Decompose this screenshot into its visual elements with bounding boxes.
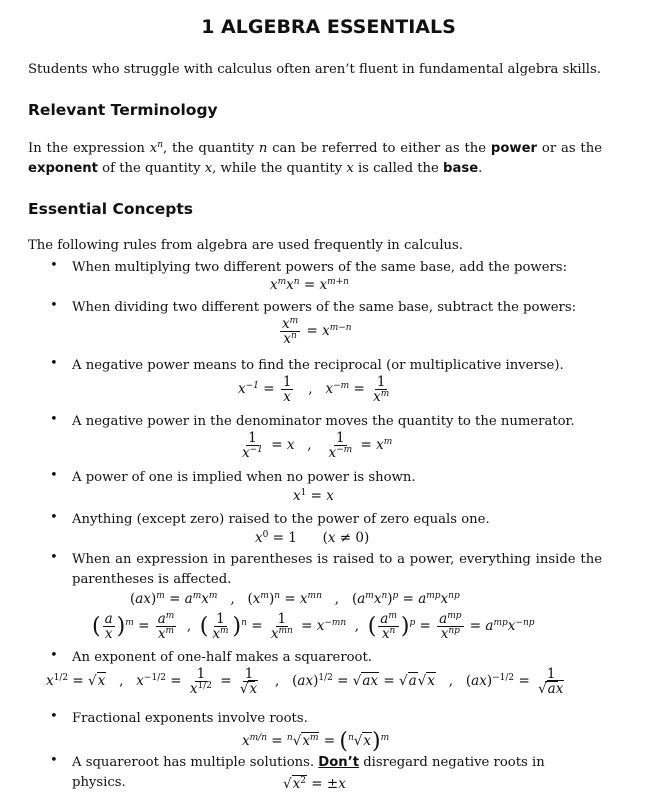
emphasis-dont: Don’t bbox=[318, 755, 360, 770]
term-power: power bbox=[490, 141, 538, 156]
formula-product-rule: $x^mx^n = x^{m+n}$ bbox=[270, 277, 349, 293]
intro-paragraph: Students who struggle with calculus often aren’t fluent in fundamental algebra skills. bbox=[28, 62, 601, 77]
bullet-glyph: • bbox=[50, 510, 58, 525]
bullet-glyph: • bbox=[50, 709, 58, 724]
formula-parentheses-row2: ( $\frac{a}{x}$ )$^m$ = $\frac{a^m}{x^m}$ , ( $\frac{1}{x^m}$ )$^n$ = $\frac{1}{x^{mn}}$ = $x^{-mn}$ , ( $\frac{a^m}{x^n}$ )$^p$ = $\frac{a^{mp}}{x^{np}}$ = $a^{mp}x^{-np}$ bbox=[92, 611, 535, 642]
bullet-glyph: • bbox=[50, 298, 58, 313]
formula-parentheses-row1: $(ax)^m = a^mx^m$ , $(x^m)^n = x^{mn}$ , $(a^mx^n)^p = a^{mp}x^{np}$ bbox=[130, 591, 460, 607]
formula-quotient-rule: $\frac{x^m}{x^n}$ = $x^{m-n}$ bbox=[282, 316, 352, 347]
formula-power-zero: $x^0 = 1$ (x ≠ 0) bbox=[255, 530, 370, 546]
bullet-text-parentheses: When an expression in parentheses is raised to a power, everything inside the parentheses is affected. bbox=[72, 552, 602, 587]
terminology-paragraph: In the expression $x^n$, the quantity n can be referred to either as the power or as the exponent of the quantity x, while the quantity x is called the base. bbox=[28, 140, 603, 176]
bullet-glyph: • bbox=[50, 356, 58, 371]
bullet-text-multiply: When multiplying two different powers of the same base, add the powers: bbox=[72, 260, 568, 275]
section-heading-concepts: Essential Concepts bbox=[28, 200, 193, 218]
formula-negative-power: $x^{-1}$ = $\frac{1}{x}$ , $x^{-m}$ = $\frac{1}{x^m}$ bbox=[238, 374, 390, 405]
page-title: 1 ALGEBRA ESSENTIALS bbox=[201, 16, 456, 38]
formula-squareroot: $√x^2 = \pm x$ bbox=[283, 776, 346, 792]
bullet-glyph: • bbox=[50, 753, 58, 768]
bullet-glyph: • bbox=[50, 550, 58, 565]
formula-one-half: $x^{1/2} = √x$ , $x^{-1/2}$ = $\frac{1}{x^{1/2}}$ = $\frac{1}{√x}$ , (ax)$^{1/2}$ = √ax = √a√x , (ax)$^{-1/2}$ = $\frac{1}{√ax}$ bbox=[46, 666, 564, 697]
bullet-text-divide: When dividing two different powers of the same base, subtract the powers: bbox=[72, 300, 577, 315]
bullet-text-negative-denominator: A negative power in the denominator moves the quantity to the numerator. bbox=[72, 414, 575, 429]
formula-negative-denominator: $\frac{1}{x^{-1}}$ = x , $\frac{1}{x^{-m}}$ = $x^m$ bbox=[242, 430, 393, 461]
bullet-glyph: • bbox=[50, 258, 58, 273]
concepts-intro: The following rules from algebra are used frequently in calculus. bbox=[28, 238, 464, 253]
formula-fractional: $x^{m/n} = ^n√x^m = (^n√x)^m$ bbox=[242, 729, 390, 754]
bullet-text-power-one: A power of one is implied when no power is shown. bbox=[72, 470, 416, 485]
bullet-text-squareroot: A squareroot has multiple solutions. Don’t disregard negative roots in physics. bbox=[72, 755, 545, 790]
formula-power-one: $x^1 = x$ bbox=[293, 488, 334, 504]
bullet-text-power-zero: Anything (except zero) raised to the power of zero equals one. bbox=[72, 512, 490, 527]
bullet-text-negative-power: A negative power means to find the reciprocal (or multiplicative inverse). bbox=[72, 358, 564, 373]
term-exponent: exponent bbox=[28, 161, 98, 176]
bullet-glyph: • bbox=[50, 468, 58, 483]
bullet-text-one-half: An exponent of one-half makes a squareroot. bbox=[72, 650, 372, 665]
bullet-text-fractional: Fractional exponents involve roots. bbox=[72, 711, 308, 726]
section-heading-terminology: Relevant Terminology bbox=[28, 101, 218, 119]
term-base: base bbox=[443, 161, 479, 176]
bullet-glyph: • bbox=[50, 648, 58, 663]
bullet-glyph: • bbox=[50, 412, 58, 427]
